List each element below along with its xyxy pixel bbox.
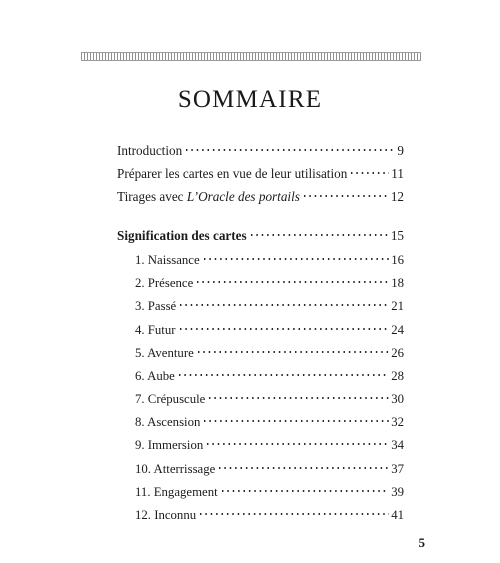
toc-card-entry	[135, 269, 404, 292]
toc-card-entry	[135, 362, 404, 385]
dot-leader	[184, 137, 395, 155]
toc-entry-label: 2. Présence	[135, 276, 194, 290]
dot-leader	[196, 339, 389, 357]
toc-entry-label: 8. Ascension	[135, 415, 201, 429]
toc-entry-page: 26	[391, 346, 404, 360]
toc-card-entry	[135, 385, 404, 408]
toc-entry-page: 9	[397, 143, 404, 158]
toc-entry-page: 18	[391, 276, 404, 290]
toc-entry-label: 4. Futur	[135, 323, 176, 337]
toc-entry-preparer	[117, 160, 404, 183]
dot-leader	[178, 292, 389, 310]
toc-entry-page: 24	[391, 323, 404, 337]
toc-entry-page: 32	[391, 415, 404, 429]
dot-leader	[178, 316, 390, 334]
toc-card-entry	[135, 292, 404, 315]
toc-entry-label: 5. Aventure	[135, 346, 194, 360]
toc-entry-label	[117, 188, 300, 206]
toc-card-entry	[135, 246, 404, 269]
toc-entry-label: 3. Passé	[135, 299, 177, 313]
dot-leader	[302, 183, 389, 201]
toc-entry-page: 12	[390, 189, 404, 204]
toc-card-entry	[135, 431, 404, 454]
toc-card-entry	[135, 408, 404, 431]
toc-entry-page: 39	[391, 485, 404, 499]
dot-leader	[202, 246, 390, 264]
toc-entry-introduction	[117, 137, 404, 160]
toc-entry-label: Introduction	[117, 143, 183, 158]
decorative-header-band	[81, 52, 421, 61]
page-title: SOMMAIRE	[177, 86, 323, 113]
toc-entry-label: 9. Immersion	[135, 438, 204, 452]
dot-leader	[202, 408, 389, 426]
toc-entry-label: 12. Inconnu	[135, 508, 197, 522]
toc-card-entry	[135, 339, 404, 362]
page-number: 5	[418, 535, 425, 550]
toc-entry-page: 16	[391, 253, 404, 267]
toc-entry-page: 28	[391, 369, 404, 383]
toc-entry-page: 30	[391, 392, 404, 406]
toc-entry-page: 21	[391, 299, 404, 313]
toc-section-label: Signification des cartes	[117, 228, 247, 243]
dot-leader	[220, 478, 390, 496]
toc-entry-label: 11. Engagement	[135, 485, 218, 499]
toc-card-entry	[135, 478, 404, 501]
toc-entry-page: 37	[391, 462, 404, 476]
toc-entry-label-italic: L’Oracle des portails	[186, 189, 300, 204]
dot-leader	[249, 222, 389, 240]
toc-card-entry	[135, 455, 404, 478]
toc-card-entry	[135, 501, 404, 524]
toc-entry-label: 6. Aube	[135, 369, 175, 383]
dot-leader	[205, 431, 389, 449]
toc-section-page: 15	[390, 228, 404, 243]
toc-entry-page: 34	[391, 438, 404, 452]
dot-leader	[177, 362, 389, 380]
dot-leader	[349, 160, 389, 178]
toc-section-signification	[117, 222, 404, 245]
dot-leader	[195, 269, 389, 287]
toc-entry-label: Préparer les cartes en vue de leur utilisation	[117, 166, 348, 181]
toc-entry-label: 10. Atterrissage	[135, 462, 216, 476]
toc-entry-page: 11	[391, 166, 404, 181]
toc-entry-page: 41	[391, 508, 404, 522]
toc-entry-label: 7. Crépuscule	[135, 392, 206, 406]
dot-leader	[217, 455, 389, 473]
dot-leader	[198, 501, 389, 519]
toc-entry-label-prefix: Tirages avec	[117, 189, 187, 204]
toc-card-entry	[135, 316, 404, 339]
toc-entry-label: 1. Naissance	[135, 253, 200, 267]
toc-entry-tirages	[117, 183, 404, 206]
dot-leader	[207, 385, 389, 403]
